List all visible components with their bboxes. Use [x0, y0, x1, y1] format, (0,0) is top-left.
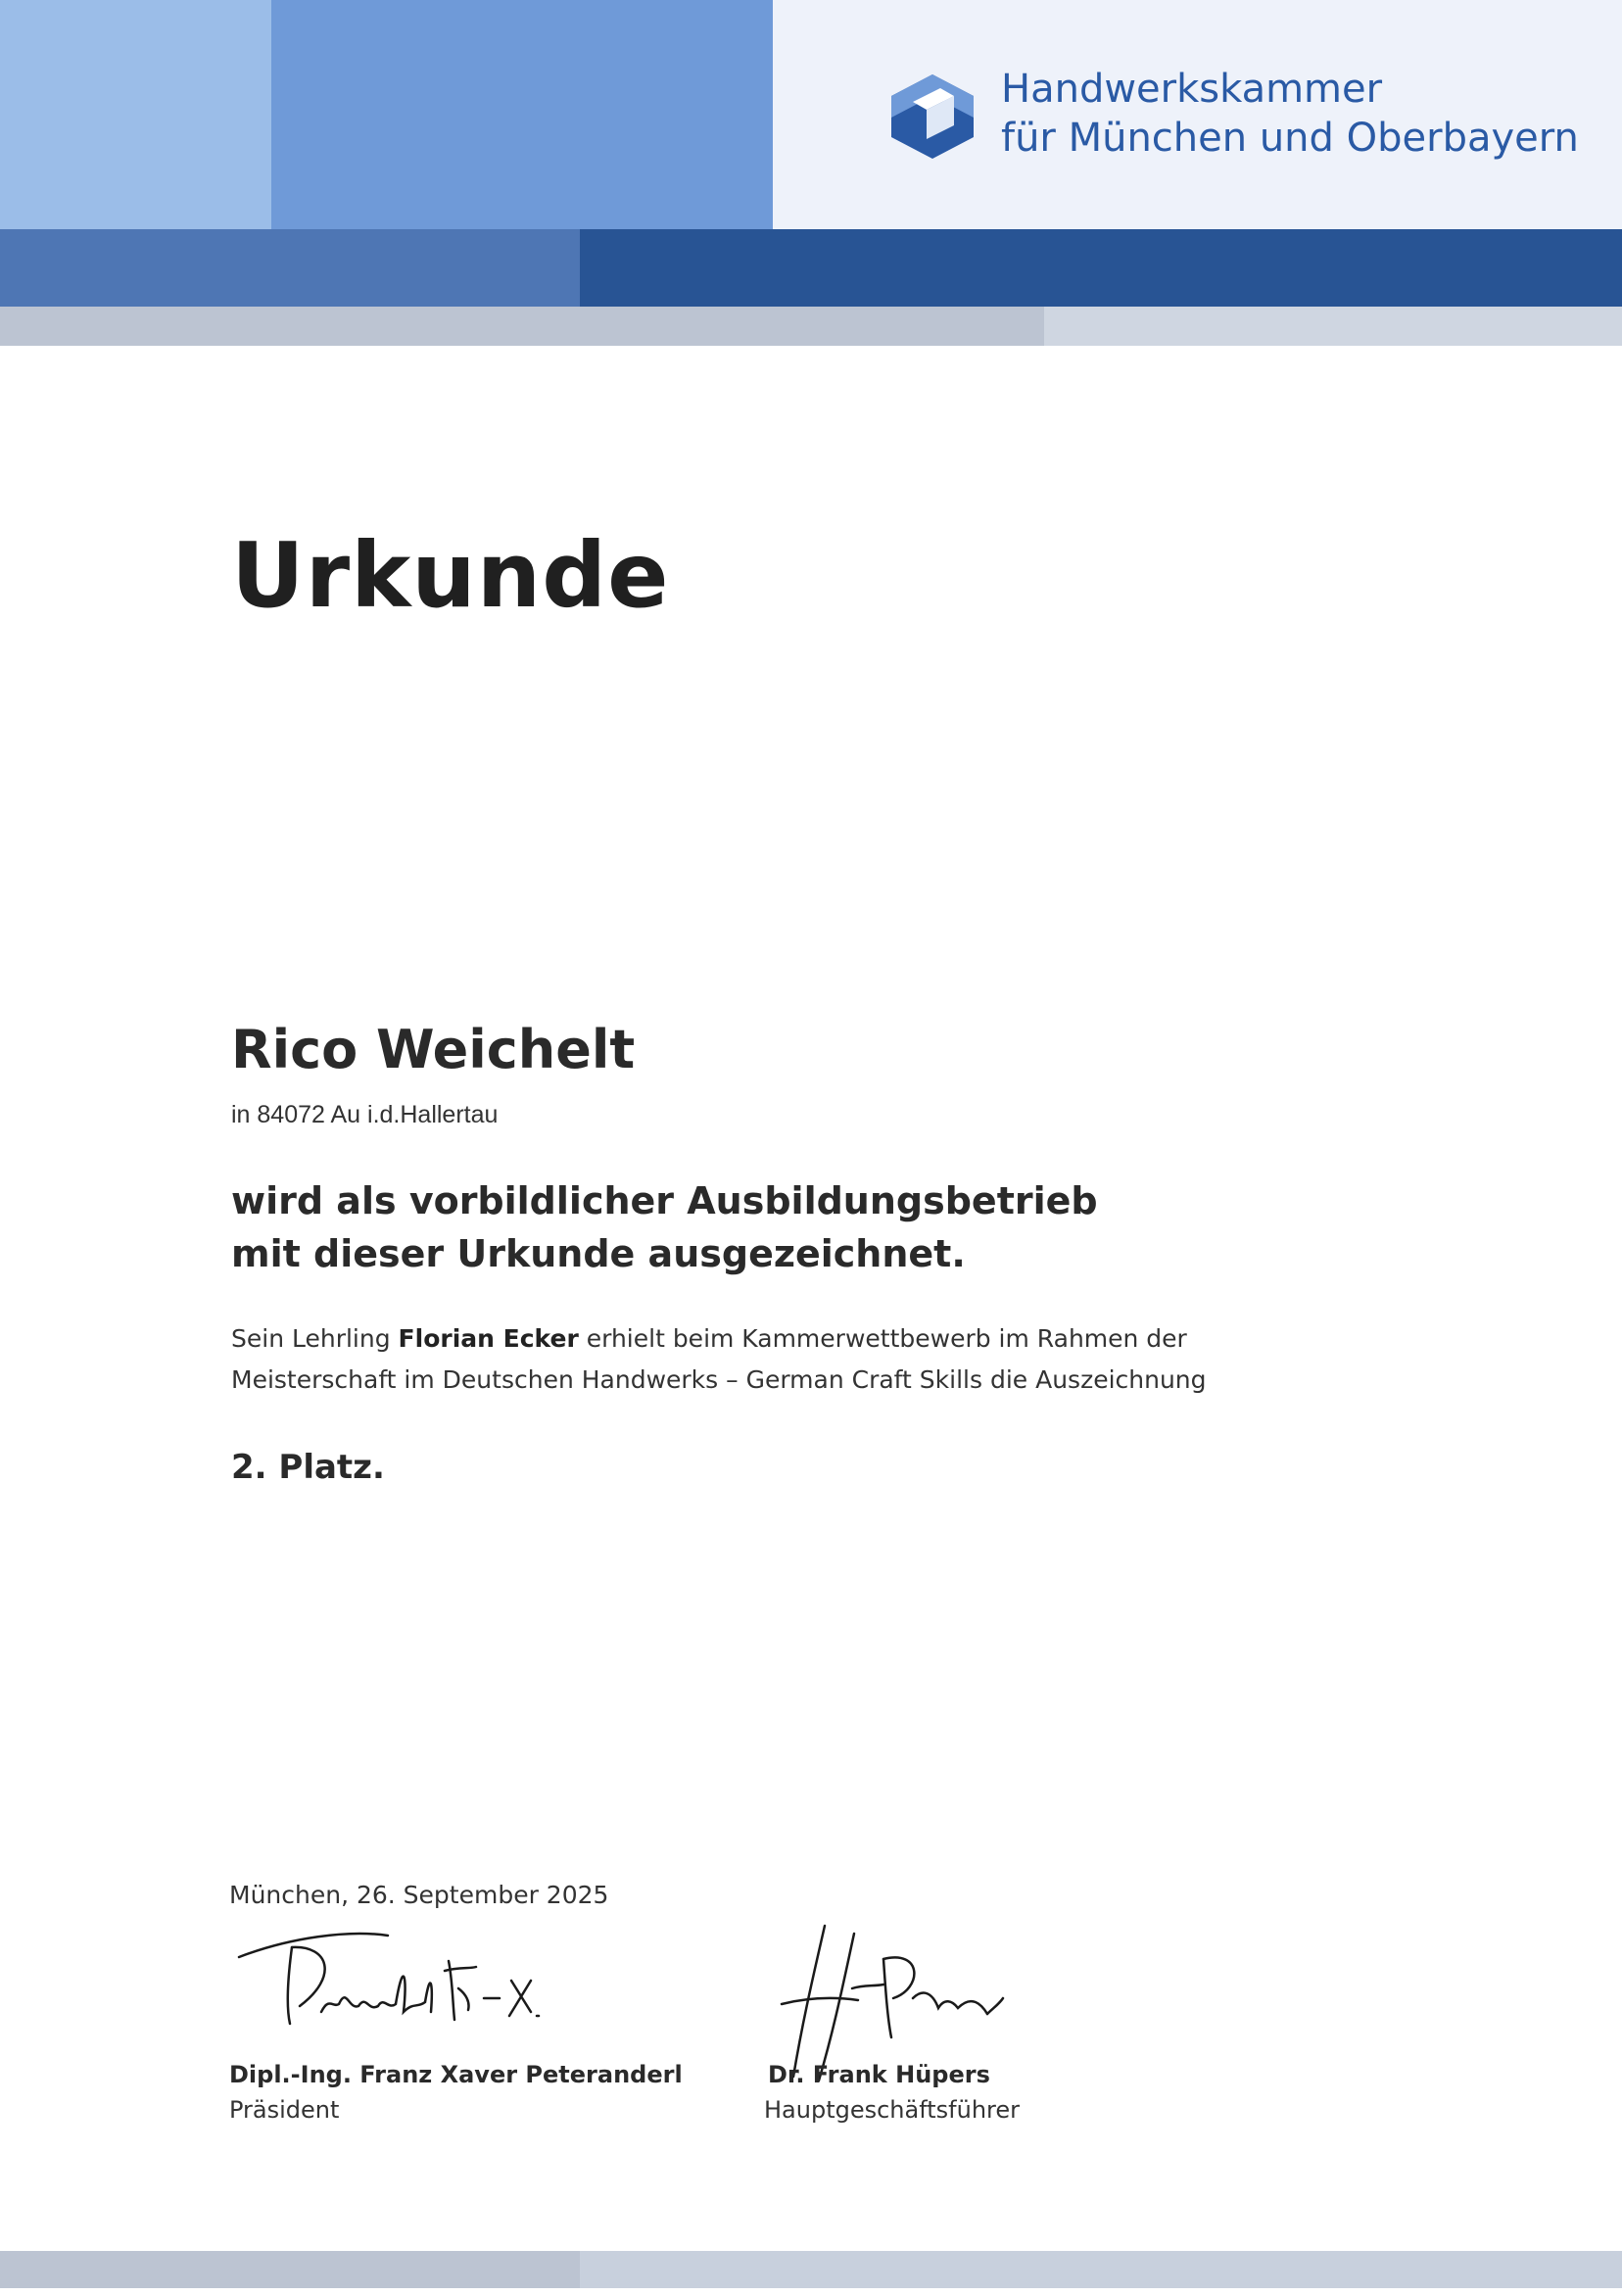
- header-band-grey-right: [1044, 307, 1622, 346]
- hwk-logo-icon: [883, 72, 981, 161]
- issue-date: München, 26. September 2025: [229, 1881, 609, 1909]
- org-name-line2: für München und Oberbayern: [1001, 116, 1579, 161]
- signer2-role: Hauptgeschäftsführer: [764, 2096, 1021, 2124]
- recipient-location: in 84072 Au i.d.Hallertau: [231, 1101, 499, 1128]
- footer-band-right: [580, 2251, 1622, 2288]
- description-line1: [231, 1324, 1187, 1353]
- signer1-role: Präsident: [229, 2096, 340, 2124]
- header-band-grey-left: [0, 307, 1044, 346]
- description-prefix: Sein Lehrling: [231, 1324, 399, 1353]
- signature-president: [231, 1918, 662, 2035]
- award-place: 2. Platz.: [231, 1448, 385, 1487]
- description-line2: Meisterschaft im Deutschen Handwerks – German Craft Skills die Auszeichnung: [231, 1365, 1207, 1394]
- award-statement-line1: wird als vorbildlicher Ausbildungsbetrieb: [231, 1179, 1098, 1222]
- signer1-name: Dipl.-Ing. Franz Xaver Peteranderl: [229, 2061, 683, 2088]
- award-statement-line2: mit dieser Urkunde ausgezeichnet.: [231, 1232, 966, 1275]
- header-band-dark-left: [0, 229, 580, 307]
- header-band-light: [0, 0, 271, 229]
- org-name-line1: Handwerkskammer: [1001, 67, 1383, 112]
- signer2-name: Dr. Frank Hüpers: [768, 2061, 990, 2088]
- header-band-dark-right: [580, 229, 1622, 307]
- footer-band-left: [0, 2251, 580, 2288]
- recipient-name: Rico Weichelt: [231, 1019, 636, 1080]
- header-band-mid: [271, 0, 773, 229]
- apprentice-name: Florian Ecker: [398, 1324, 579, 1353]
- certificate-title: Urkunde: [231, 523, 670, 628]
- description-suffix: erhielt beim Kammerwettbewerb im Rahmen der: [578, 1324, 1187, 1353]
